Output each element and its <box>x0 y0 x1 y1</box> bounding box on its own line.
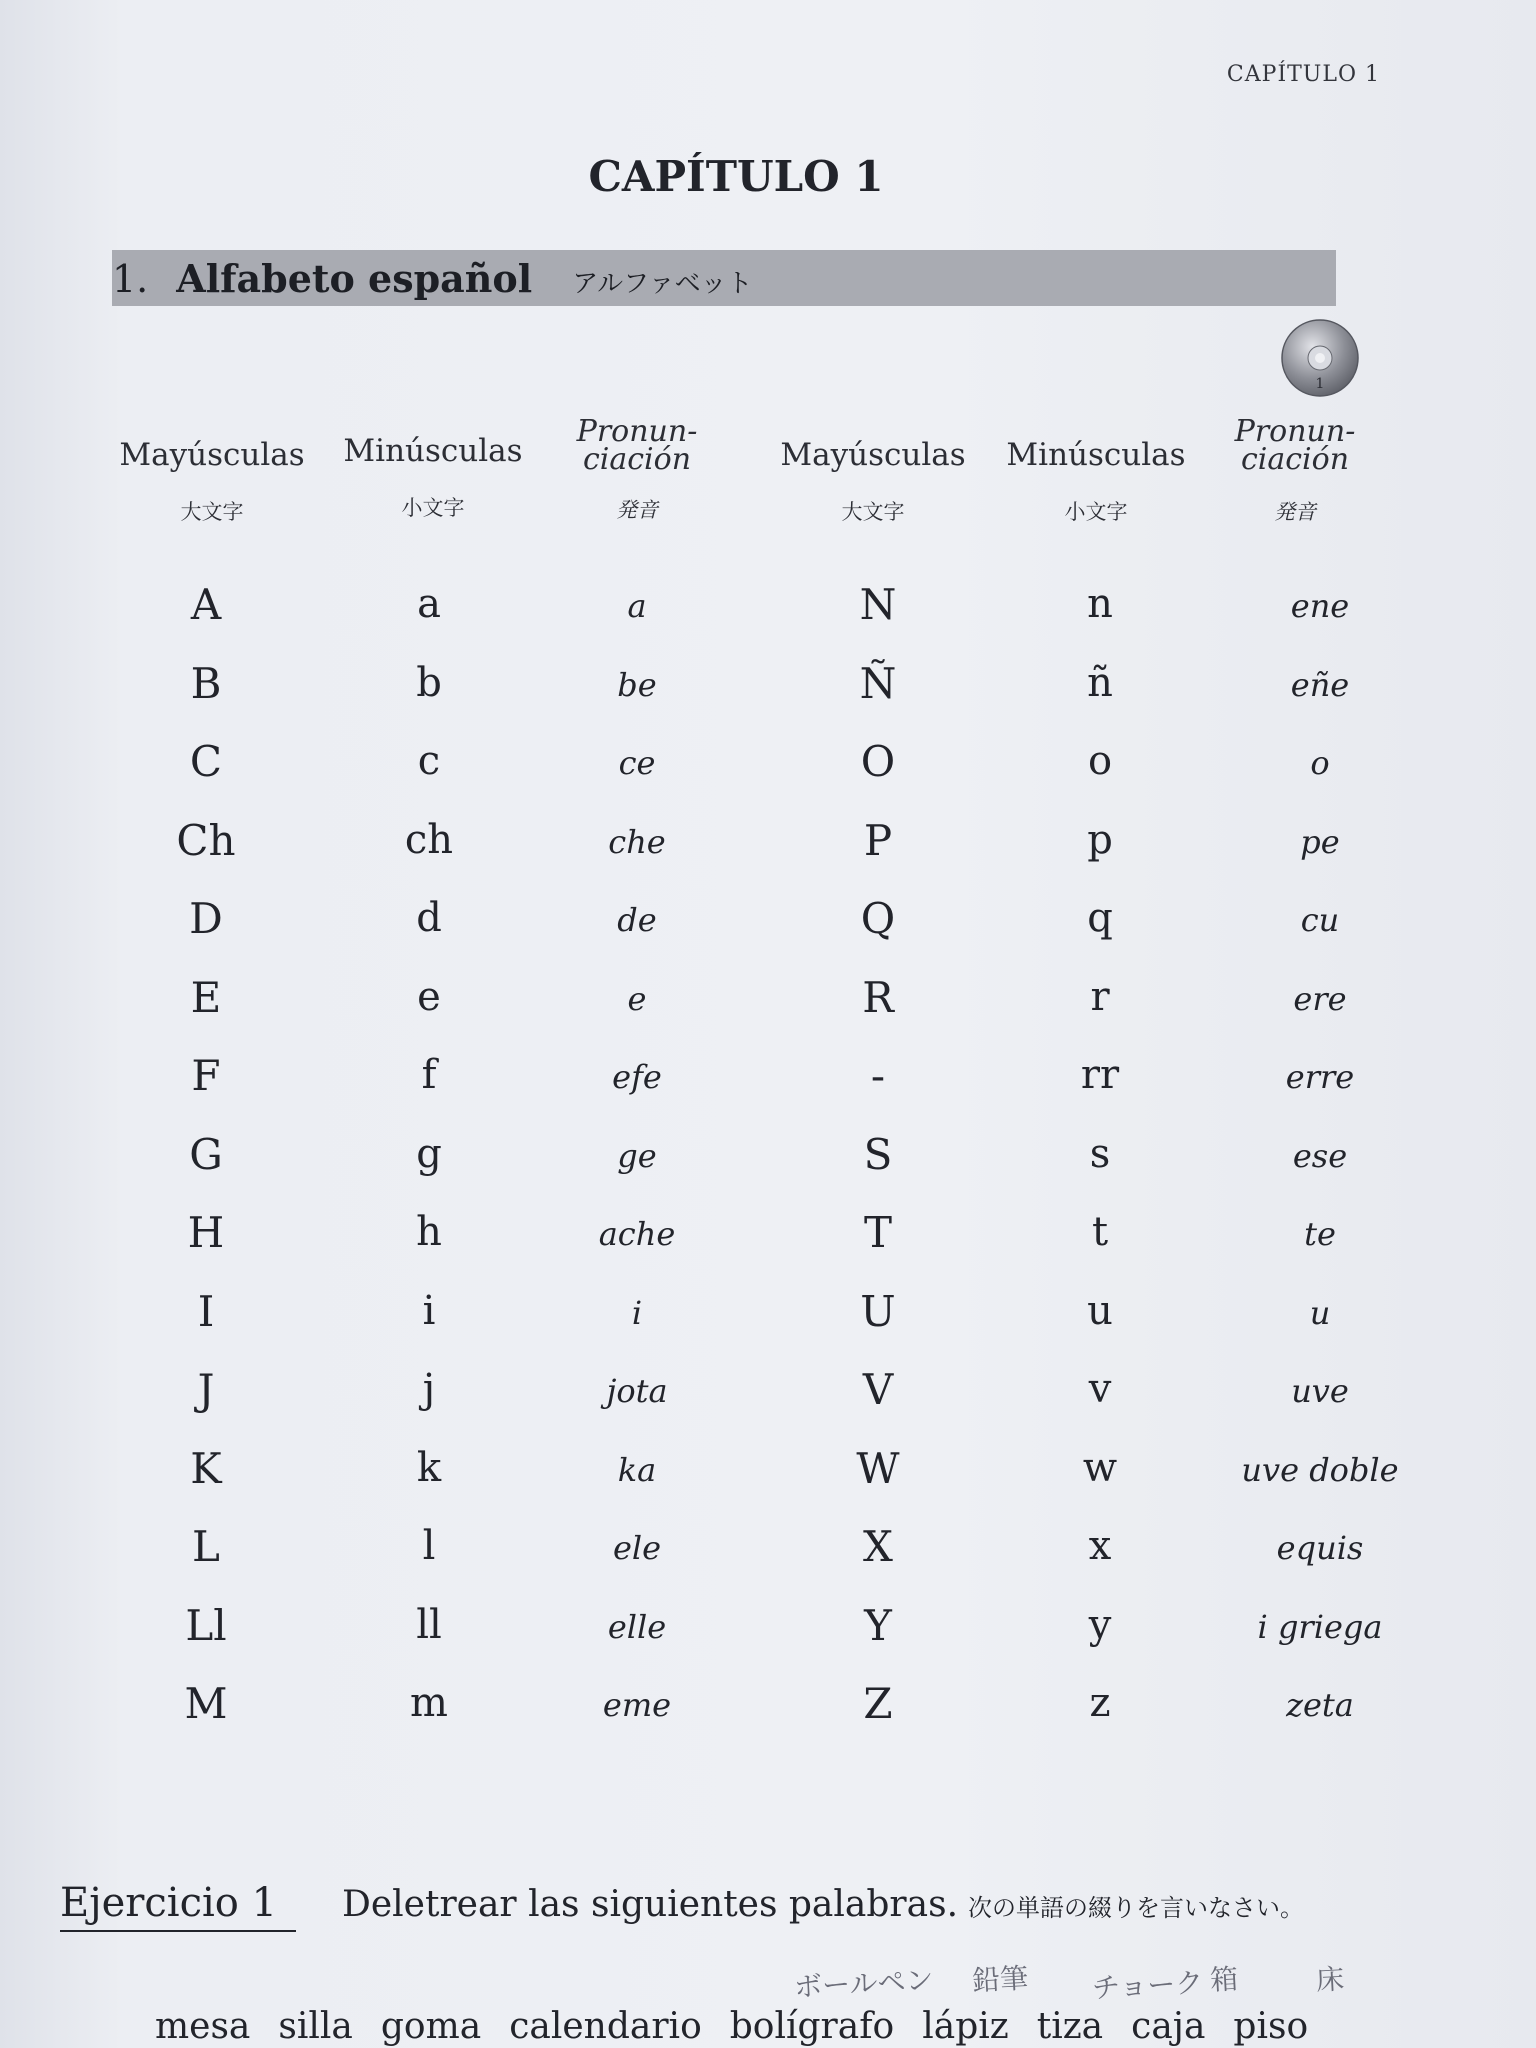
alphabet-cell-pron: ge <box>617 1136 657 1175</box>
cd-icon <box>1280 318 1360 398</box>
alphabet-cell-upper: - <box>870 1051 886 1100</box>
handwritten-note: 鉛筆 <box>971 1961 1029 1998</box>
alphabet-cell-upper: O <box>860 737 896 786</box>
header-pron-line1: Pronun- <box>576 414 698 449</box>
exercise-word-list <box>155 2006 1336 2047</box>
alphabet-cell-lower: i <box>422 1287 436 1334</box>
alphabet-cell-lower: f <box>421 1052 437 1098</box>
alphabet-cell-pron: i <box>631 1293 643 1332</box>
alphabet-cell-upper: H <box>187 1208 225 1257</box>
alphabet-cell-pron: uve <box>1291 1372 1349 1410</box>
alphabet-cell-upper: U <box>860 1286 896 1336</box>
alphabet-cell-pron: pe <box>1300 822 1340 861</box>
alphabet-cell-upper: Q <box>860 894 896 943</box>
alphabet-cell-upper: I <box>197 1286 215 1336</box>
exercise-instruction-japanese: 次の単語の綴りを言いなさい。 <box>968 1894 1305 1922</box>
alphabet-cell-pron: eme <box>602 1686 672 1724</box>
alphabet-cell-lower: m <box>410 1680 448 1726</box>
handwritten-note: チョーク <box>1091 1966 1205 2005</box>
alphabet-cell-lower: q <box>1087 895 1113 941</box>
header-upper-left: Mayúsculas <box>119 437 305 473</box>
handwritten-note: 床 <box>1315 1962 1345 1997</box>
alphabet-cell-lower: ch <box>404 816 454 863</box>
header-upper-left-jp: 大文字 <box>180 500 244 524</box>
header-pron-line2: ciación <box>1240 442 1350 477</box>
alphabet-cell-lower: a <box>417 581 441 627</box>
section-number: 1. <box>112 257 149 301</box>
alphabet-cell-lower: ll <box>416 1601 442 1648</box>
alphabet-cell-upper: C <box>189 737 223 786</box>
alphabet-cell-pron: jota <box>606 1372 668 1410</box>
alphabet-cell-upper: Ñ <box>859 658 897 708</box>
alphabet-cell-pron: o <box>1310 744 1330 782</box>
alphabet-cell-pron: te <box>1304 1215 1336 1253</box>
exercise-word: caja <box>1131 2006 1206 2047</box>
alphabet-cell-pron: zeta <box>1286 1686 1354 1724</box>
header-lower-left-jp: 小文字 <box>401 496 465 520</box>
alphabet-cell-upper: Z <box>863 1679 893 1728</box>
alphabet-cell-lower: k <box>416 1444 442 1491</box>
alphabet-cell-upper: X <box>863 1522 893 1571</box>
alphabet-cell-lower: s <box>1089 1130 1111 1177</box>
header-pron-line1: Pronun- <box>1234 414 1356 449</box>
alphabet-cell-upper: Y <box>864 1600 892 1650</box>
alphabet-cell-lower: r <box>1090 973 1110 1020</box>
exercise-word: tiza <box>1036 2006 1104 2047</box>
alphabet-cell-pron: uve doble <box>1241 1450 1399 1489</box>
alphabet-cell-lower: w <box>1082 1444 1118 1491</box>
alphabet-cell-upper: Ll <box>185 1600 227 1650</box>
chapter-title: CAPÍTULO 1 <box>588 152 884 201</box>
alphabet-cell-lower: v <box>1088 1366 1112 1412</box>
alphabet-cell-pron: ese <box>1292 1136 1348 1175</box>
alphabet-cell-pron: be <box>617 665 657 704</box>
alphabet-cell-lower: ñ <box>1087 659 1113 706</box>
alphabet-cell-pron: ka <box>617 1450 657 1489</box>
section-title: Alfabeto español <box>176 256 533 301</box>
alphabet-cell-upper: J <box>197 1365 215 1414</box>
alphabet-cell-lower: h <box>416 1209 442 1255</box>
alphabet-cell-lower: n <box>1087 581 1113 627</box>
alphabet-cell-pron: efe <box>612 1058 662 1096</box>
cd-track-number: 1 <box>1315 376 1325 392</box>
alphabet-cell-pron: erre <box>1285 1058 1355 1096</box>
alphabet-cell-pron: de <box>617 901 657 939</box>
alphabet-cell-pron: ene <box>1290 587 1350 625</box>
handwritten-note: ボールペン <box>793 1963 935 2004</box>
exercise-word: mesa <box>155 2006 251 2047</box>
alphabet-cell-lower: d <box>416 895 442 941</box>
alphabet-cell-upper: N <box>859 580 897 629</box>
section-heading <box>112 256 753 301</box>
alphabet-cell-pron: eñe <box>1290 665 1350 704</box>
header-upper-right-jp: 大文字 <box>841 500 905 524</box>
exercise-word: goma <box>380 2006 482 2047</box>
alphabet-cell-upper: M <box>184 1679 228 1728</box>
alphabet-cell-lower: c <box>417 738 441 784</box>
alphabet-cell-lower: p <box>1087 816 1113 863</box>
alphabet-cell-upper: G <box>189 1129 223 1179</box>
alphabet-cell-pron: che <box>608 822 666 861</box>
header-lower-right-jp: 小文字 <box>1064 500 1128 524</box>
header-pron-left <box>537 414 737 477</box>
alphabet-cell-pron: elle <box>607 1607 667 1646</box>
header-pron-right <box>1195 414 1395 477</box>
exercise-word: silla <box>278 2006 353 2047</box>
exercise-word: piso <box>1233 2006 1309 2047</box>
handwritten-note: 箱 <box>1209 1962 1239 1997</box>
alphabet-cell-upper: B <box>190 658 222 708</box>
alphabet-cell-lower: l <box>422 1523 436 1569</box>
alphabet-cell-upper: Ch <box>176 815 236 865</box>
header-pron-line2: ciación <box>582 442 692 477</box>
alphabet-cell-lower: o <box>1087 738 1113 784</box>
header-pron-right-jp: 発音 <box>1274 500 1316 524</box>
exercise-word: calendario <box>509 2006 702 2047</box>
alphabet-cell-lower: e <box>417 973 441 1020</box>
alphabet-cell-lower: y <box>1088 1601 1112 1648</box>
alphabet-cell-upper: L <box>192 1522 220 1571</box>
header-lower-right: Minúsculas <box>1006 437 1186 473</box>
header-upper-right: Mayúsculas <box>780 437 966 473</box>
exercise-instruction: Deletrear las siguientes palabras. <box>342 1884 959 1925</box>
alphabet-cell-upper: W <box>856 1443 900 1493</box>
alphabet-cell-lower: t <box>1091 1209 1109 1255</box>
exercise-word: lápiz <box>922 2006 1009 2047</box>
exercise-label: Ejercicio 1 <box>60 1880 296 1932</box>
alphabet-cell-upper: V <box>862 1365 894 1414</box>
alphabet-cell-upper: R <box>862 972 894 1022</box>
alphabet-cell-lower: u <box>1087 1287 1113 1334</box>
alphabet-cell-pron: ele <box>612 1529 662 1567</box>
alphabet-cell-upper: D <box>189 894 223 943</box>
alphabet-cell-lower: b <box>416 659 442 706</box>
alphabet-cell-pron: u <box>1309 1293 1331 1332</box>
alphabet-cell-lower: z <box>1089 1680 1111 1726</box>
alphabet-cell-upper: A <box>190 580 222 629</box>
alphabet-cell-upper: P <box>863 815 893 865</box>
alphabet-cell-lower: g <box>416 1130 442 1177</box>
alphabet-cell-upper: S <box>863 1129 893 1179</box>
alphabet-cell-upper: E <box>190 972 222 1022</box>
alphabet-cell-pron: i griega <box>1257 1607 1383 1646</box>
header-lower-left: Minúsculas <box>343 433 523 469</box>
section-title-japanese: アルファベット <box>572 269 753 299</box>
alphabet-cell-upper: F <box>191 1051 221 1100</box>
exercise-1 <box>60 1880 1304 1932</box>
alphabet-cell-lower: x <box>1088 1523 1112 1569</box>
alphabet-cell-pron: ache <box>598 1215 676 1253</box>
alphabet-cell-pron: equis <box>1276 1529 1364 1567</box>
alphabet-cell-pron: a <box>627 587 647 625</box>
alphabet-cell-pron: cu <box>1300 901 1340 939</box>
header-pron-left-jp: 発音 <box>616 498 658 522</box>
alphabet-cell-pron: ce <box>618 744 656 782</box>
alphabet-cell-lower: rr <box>1080 1052 1120 1098</box>
exercise-word: bolígrafo <box>729 2006 895 2047</box>
alphabet-cell-upper: T <box>863 1208 892 1257</box>
alphabet-cell-lower: j <box>422 1366 436 1412</box>
running-head: CAPÍTULO 1 <box>1226 62 1380 87</box>
alphabet-cell-pron: e <box>627 979 647 1018</box>
alphabet-cell-pron: ere <box>1293 979 1347 1018</box>
alphabet-cell-upper: K <box>190 1443 222 1493</box>
